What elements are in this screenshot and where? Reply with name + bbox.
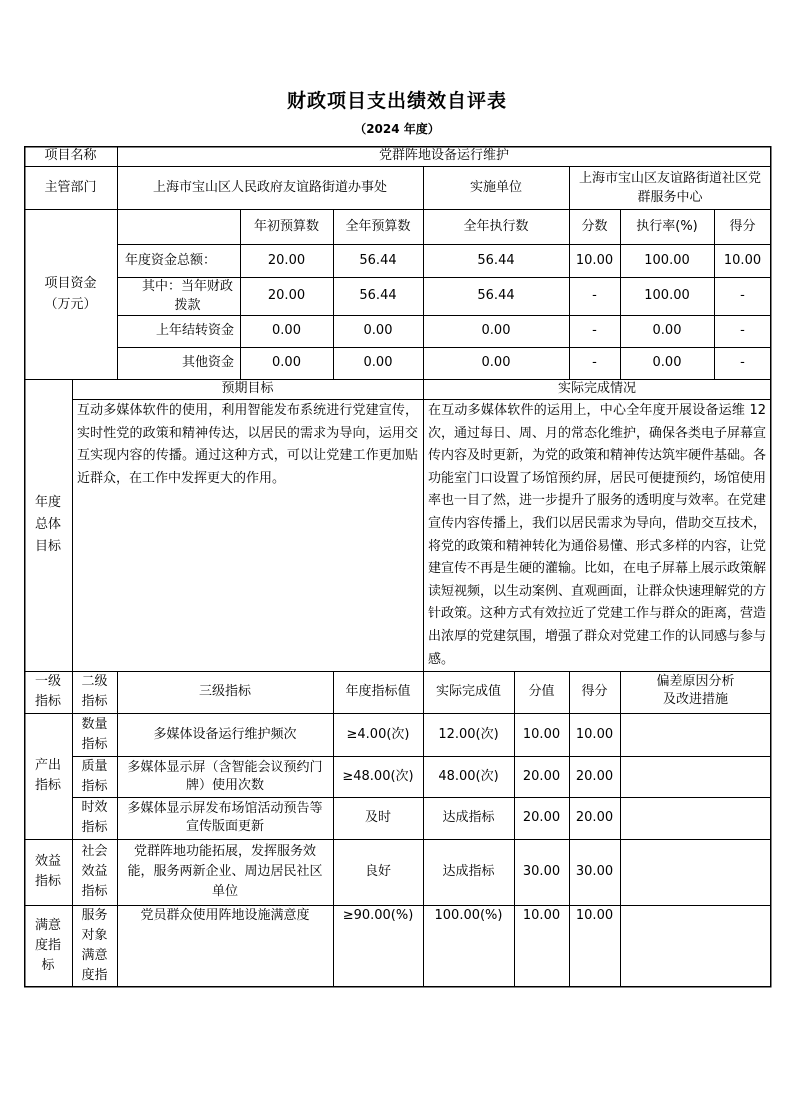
funds-cell: 10.00 [723, 252, 762, 268]
target-value: 及时 [364, 810, 391, 825]
funds-cell: 10.00 [575, 252, 614, 268]
indicator-header: 偏差原因分析及改进措施 [656, 674, 735, 707]
goals-label: 年度总体目标 [34, 495, 61, 554]
funds-cell: 0.00 [652, 323, 682, 338]
page-title: 财政项目支出绩效自评表 [286, 90, 507, 112]
project-name-label: 项目名称 [44, 148, 97, 163]
level3-indicator: 多媒体显示屏发布场馆活动预告等宣传版面更新 [127, 801, 323, 834]
weight-value: 10.00 [522, 726, 561, 742]
level2-indicator: 质量指标 [81, 758, 108, 794]
funds-header: 全年执行数 [463, 218, 529, 234]
funds-header: 得分 [729, 218, 756, 234]
level1-indicator: 产出指标 [34, 758, 61, 793]
score-value: 20.00 [575, 768, 614, 784]
indicator-header: 一级指标 [34, 674, 61, 709]
funds-cell: 0.00 [481, 323, 511, 338]
deviation-note [620, 713, 771, 756]
level2-indicator: 服务对象满意度指 [81, 908, 108, 983]
report-year: （2024 年度） [354, 122, 440, 136]
indicator-header: 三级指标 [198, 684, 251, 699]
level2-indicator: 社会效益指标 [81, 844, 108, 899]
actual-value: 达成指标 [442, 864, 495, 879]
funds-cell: 56.44 [477, 288, 515, 303]
level3-indicator: 党员群众使用阵地设施满意度 [140, 908, 310, 923]
actual-result-text: 在互动多媒体软件的运用上，中心全年度开展设备运维 12 次，通过每日、周、月的常态化维护，确保各类电子屏幕宣传内容及时更新，为党的政策和精神传达筑牢硬件基础。各功能室门口设置了场馆预约屏，居民可便捷预约，场馆使用率也一目了然，进一步提升了服务的透明度与效率。在党建宣传内容传播上，我们以居民需求为导向，借助交互技术，将党的政策和精神转化为通俗易懂、形式多样的内容，让党建宣传不再是生硬的灌输。比如，在电子屏幕上展示政策解读短视频，以生动案例、直观画面，让群众快速理解党的方针政策。这种方式有效拉近了党建工作与群众的距离，营造出浓厚的党建氛围，增强了群众对党建工作的认同感与参与感。 [428, 403, 767, 667]
funds-cell: - [592, 355, 597, 370]
deviation-note [620, 905, 771, 927]
funds-cell: 56.44 [477, 252, 515, 268]
target-value: 良好 [364, 864, 391, 879]
funds-row-label: 上年结转资金 [155, 323, 234, 338]
funds-cell: 0.00 [363, 355, 393, 370]
funds-row-label: 其中：当年财政拨款 [141, 279, 233, 313]
funds-cell: 56.44 [359, 288, 397, 303]
target-value: ≥48.00(次) [342, 768, 414, 784]
funds-cell: 0.00 [272, 355, 301, 370]
funds-header: 执行率(%) [636, 218, 698, 234]
unit-name: 上海市宝山区友谊路街道社区党群服务中心 [578, 170, 761, 205]
deviation-note [620, 797, 771, 839]
expected-goal-header: 预期目标 [221, 381, 274, 396]
funds-cell: 20.00 [267, 288, 306, 303]
actual-result-header: 实际完成情况 [557, 381, 636, 396]
actual-value: 48.00(次) [438, 768, 499, 784]
project-name: 党群阵地设备运行维护 [378, 148, 509, 163]
indicator-header: 实际完成值 [435, 684, 501, 699]
level3-indicator: 多媒体显示屏（含智能会议预约门牌）使用次数 [127, 759, 323, 793]
funds-cell: 0.00 [363, 323, 393, 338]
actual-value: 达成指标 [442, 810, 495, 825]
target-value: ≥4.00(次) [346, 726, 410, 742]
deviation-note [620, 756, 771, 797]
funds-cell: - [740, 323, 745, 338]
funds-cell: 0.00 [272, 323, 301, 338]
funds-row-label: 其他资金 [181, 355, 234, 370]
funds-header: 全年预算数 [345, 218, 411, 234]
weight-value: 30.00 [522, 864, 561, 879]
funds-cell: 0.00 [481, 355, 511, 370]
score-value: 20.00 [575, 810, 614, 825]
weight-value: 20.00 [522, 810, 561, 825]
funds-cell: 100.00 [644, 252, 690, 268]
level1-indicator: 满意度指标 [34, 918, 61, 973]
deviation-note [620, 839, 771, 905]
score-value: 30.00 [575, 864, 614, 879]
level2-indicator: 数量指标 [81, 716, 108, 752]
target-value: ≥90.00(%) [342, 908, 414, 923]
level1-indicator: 效益指标 [34, 854, 61, 889]
actual-value: 12.00(次) [438, 726, 499, 742]
indicator-header: 得分 [581, 684, 608, 699]
funds-cell: 0.00 [652, 355, 682, 370]
funds-cell: 100.00 [644, 288, 690, 303]
weight-value: 20.00 [522, 768, 561, 784]
level3-indicator: 多媒体设备运行维护频次 [153, 726, 297, 742]
expected-goal-text: 互动多媒体软件的使用，利用智能发布系统进行党建宣传，实时性党的政策和精神传达，以居民的需求为导向，运用交互实现内容的传播。通过这种方式，可以让党建工作更加贴近群众，在工作中发挥更大的作用。 [77, 403, 418, 486]
score-value: 10.00 [575, 726, 614, 742]
indicator-header: 分值 [528, 684, 555, 699]
funds-label: 项目资金（万元） [44, 276, 97, 312]
funds-cell: - [592, 323, 597, 338]
funds-cell: 56.44 [359, 252, 397, 268]
evaluation-table [24, 146, 771, 987]
level3-indicator: 党群阵地功能拓展，发挥服务效能，服务两新企业、周边居民社区单位 [127, 844, 323, 899]
level2-indicator: 时效指标 [81, 800, 108, 835]
funds-cell: 20.00 [267, 252, 306, 268]
funds-cell: - [592, 288, 597, 303]
unit-label: 实施单位 [469, 179, 522, 195]
indicator-header: 年度指标值 [345, 684, 411, 699]
funds-cell: - [740, 288, 745, 303]
dept-name: 上海市宝山区人民政府友谊路街道办事处 [152, 179, 387, 195]
dept-label: 主管部门 [44, 179, 97, 195]
score-value: 10.00 [575, 908, 614, 923]
actual-value: 100.00(%) [434, 908, 503, 923]
funds-header: 分数 [581, 218, 608, 234]
weight-value: 10.00 [522, 908, 561, 923]
indicator-header: 二级指标 [81, 674, 108, 709]
funds-header: 年初预算数 [253, 218, 319, 234]
funds-row-label: 年度资金总额： [125, 252, 217, 268]
funds-cell: - [740, 355, 745, 370]
